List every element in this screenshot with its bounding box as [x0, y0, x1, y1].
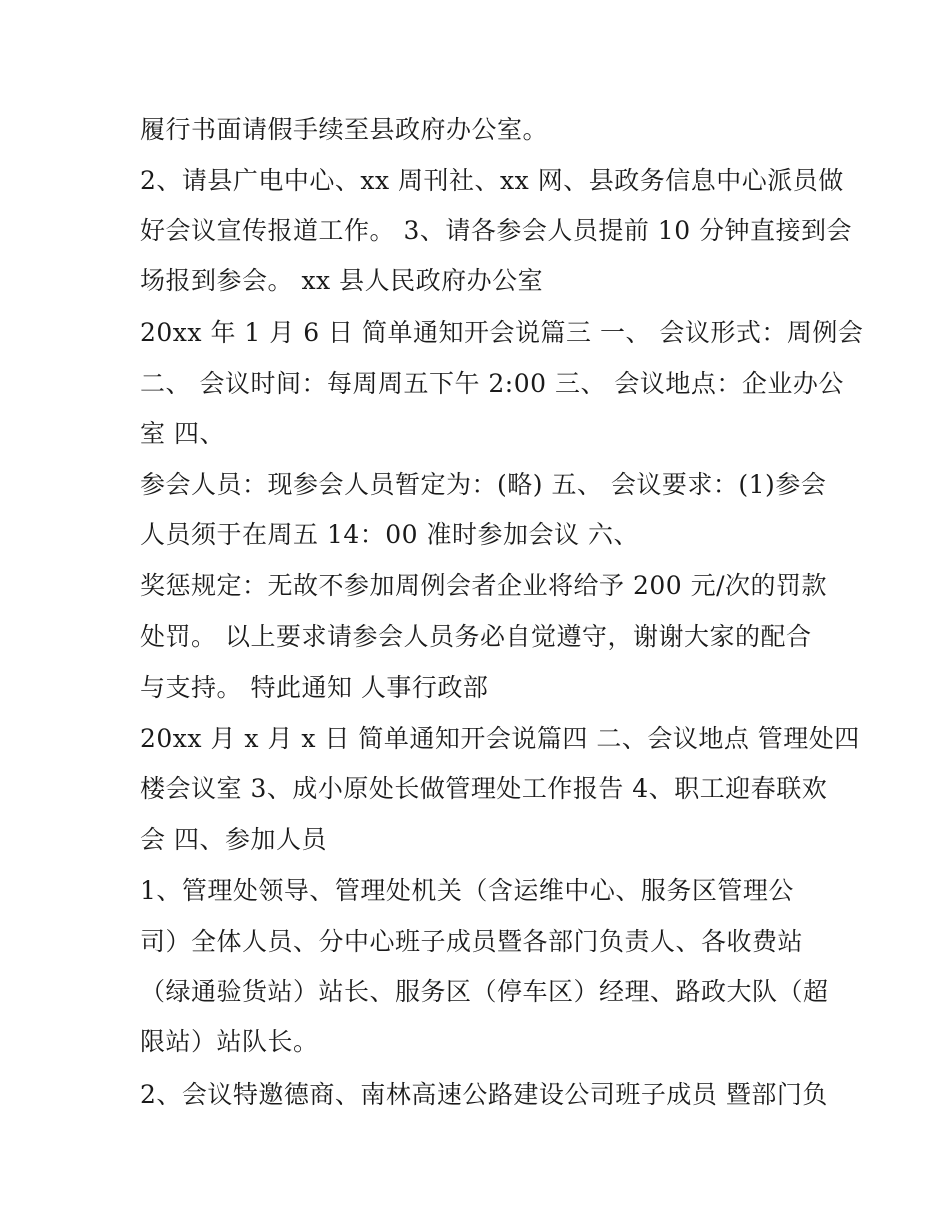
text-line: 与支持。 特此通知 人事行政部 — [140, 673, 489, 702]
text-line: 限站）站队长。 — [140, 1027, 319, 1056]
text-line: 楼会议室 3、成小原处长做管理处工作报告 4、职工迎春联欢 — [140, 774, 828, 803]
text-line: 处罚。 以上要求请参会人员务必自觉遵守，谢谢大家的配合 — [140, 622, 812, 651]
text-line: 20xx 月 x 月 x 日 简单通知开会说篇四 二、会议地点 管理处四 — [140, 724, 860, 753]
text-line: 2、请县广电中心、xx 周刊社、xx 网、县政务信息中心派员做 — [140, 166, 844, 195]
text-line: 室 四、 — [140, 419, 225, 448]
text-line: 会 四、参加人员 — [140, 825, 327, 854]
text-line: 奖惩规定：无故不参加周例会者企业将给予 200 元/次的罚款 — [140, 571, 828, 600]
text-line: 好会议宣传报道工作。 3、请各参会人员提前 10 分钟直接到会 — [140, 216, 853, 245]
text-line: 2、会议特邀德商、南林高速公路建设公司班子成员 暨部门负 — [140, 1080, 828, 1109]
text-line: 履行书面请假手续至县政府办公室。 — [140, 115, 549, 144]
text-line: 1、管理处领导、管理处机关（含运维中心、服务区管理公 — [140, 876, 794, 905]
text-line: 二、 会议时间：每周周五下午 2:00 三、 会议地点：企业办公 — [140, 369, 844, 398]
text-line: 20xx 年 1 月 6 日 简单通知开会说篇三 一、 会议形式：周例会 — [140, 318, 864, 347]
text-line: 人员须于在周五 14：00 准时参加会议 六、 — [140, 520, 639, 549]
text-line: 司）全体人员、分中心班子成员暨各部门负责人、各收费站 — [140, 927, 804, 956]
text-line: 参会人员：现参会人员暂定为：(略) 五、 会议要求：(1)参会 — [140, 470, 827, 499]
text-line: 场报到参会。 xx 县人民政府办公室 — [140, 266, 544, 295]
text-line: （绿通验货站）站长、服务区（停车区）经理、路政大队（超 — [140, 977, 829, 1006]
